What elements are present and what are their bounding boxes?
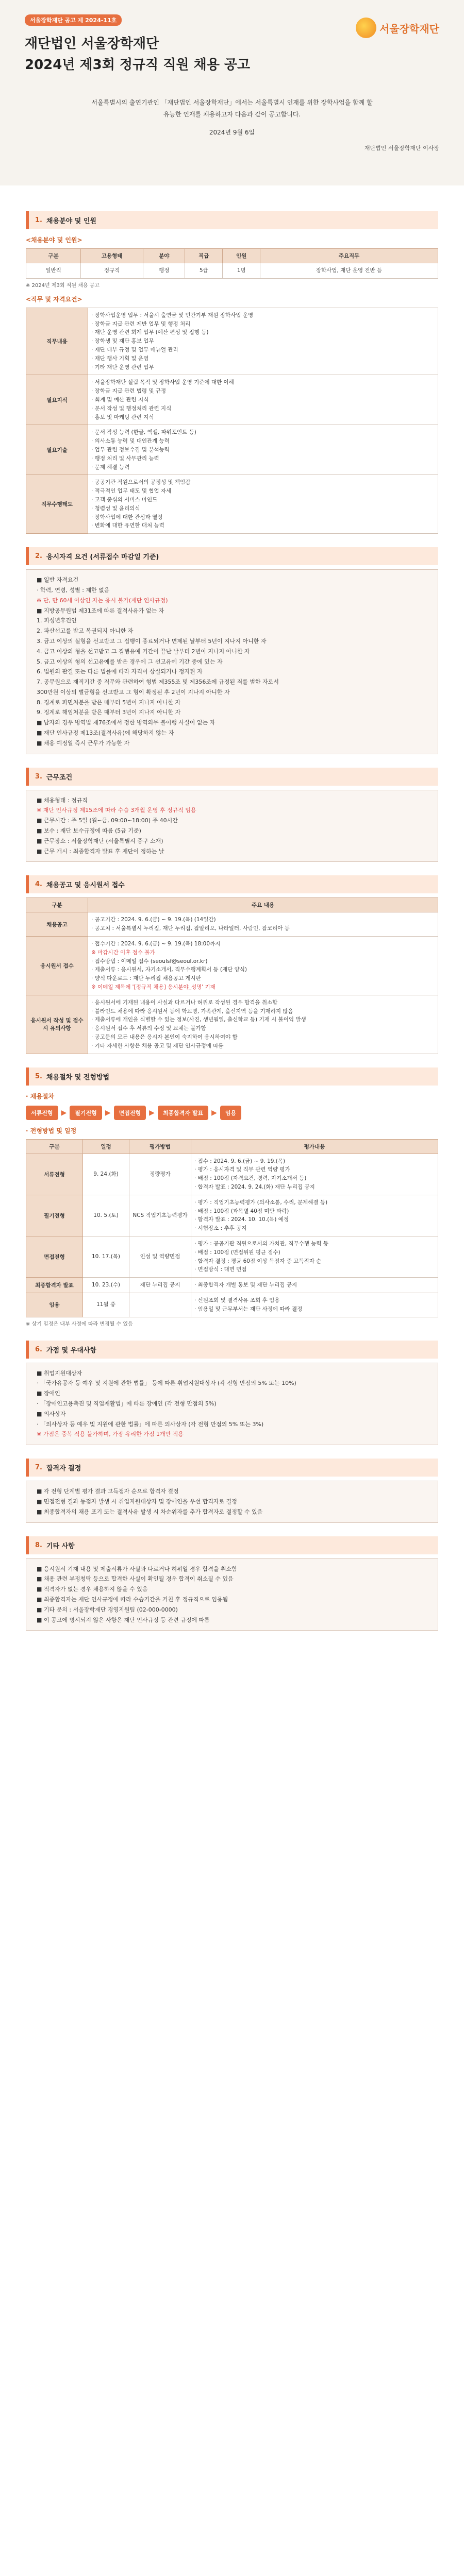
work-conditions-list [26, 790, 438, 862]
table-cell: 11월 중 [83, 1293, 129, 1317]
process-flow [26, 1106, 438, 1120]
row-header: 면접전형 [26, 1236, 83, 1277]
text-line: ■ 근무 개시 : 최종합격자 발표 후 재단이 정하는 날 [37, 848, 164, 855]
text-line: ■ 보수 : 재단 보수규정에 따름 (5급 기준) [37, 827, 141, 835]
job-requirements-table [26, 308, 438, 534]
cell-line: · 합격자 발표 : 2024. 9. 24.(화) 재단 누리집 공지 [194, 1184, 315, 1190]
section-1b-sub: <직무 및 자격요건> [26, 295, 82, 303]
cell-line: · 신원조회 및 결격사유 조회 후 임용 [194, 1297, 280, 1303]
text-line: ■ 취업지원대상자 [37, 1369, 82, 1377]
cell-line: · 기타 재단 운영 관련 업무 [91, 364, 154, 370]
content [0, 185, 464, 1643]
section-number: 5. [35, 1072, 42, 1080]
table-cell [191, 1236, 438, 1277]
row-header: 채용공고 [26, 912, 88, 937]
section-5-sub1: · 채용절차 [26, 1092, 55, 1100]
text-line: · 「장애인고용촉진 및 직업재활법」에 따른 장애인 (각 전형 만점의 5%) [37, 1400, 217, 1407]
text-line: ■ 기타 문의 : 서울장학재단 경영지원팀 (02-000-0000) [37, 1606, 178, 1613]
row-header: 서류전형 [26, 1154, 83, 1195]
text-line: ■ 채용형태 : 정규직 [37, 796, 88, 804]
positions-table [26, 248, 438, 279]
cell-line: ※ 이메일 제목에 '[정규직 채용] 응시분야_성명' 기재 [91, 984, 216, 991]
table-cell: 정규직 [81, 263, 143, 279]
table-cell: 행정 [143, 263, 185, 279]
cell-line: ※ 마감시간 이후 접수 불가 [91, 949, 155, 956]
intro-line-1: 서울특별시의 출연기관인 「재단법인 서울장학재단」에서는 서울특별시 인재를 위한 장학사업을 함께 할 [91, 99, 373, 106]
cell-line: · 문서 작성 및 행정처리 관련 지식 [91, 405, 172, 412]
cell-line: · 변화에 대한 유연한 대처 능력 [91, 522, 164, 529]
cell-line: · 재단 내부 규정 및 업무 매뉴얼 관리 [91, 346, 178, 353]
section-number: 8. [35, 1541, 42, 1549]
table-cell [88, 475, 438, 534]
row-header: 필요지식 [26, 375, 88, 425]
text-line: ■ 각 전형 단계별 평가 결과 고득점자 순으로 합격자 결정 [37, 1488, 179, 1495]
announce-date: 2024년 9월 6일 [209, 128, 255, 136]
text-line: · 「국가유공자 등 예우 및 지원에 관한 법률」 등에 따른 취업지원대상자 (각 전형 만점의 5% 또는 10%) [37, 1380, 296, 1387]
logo [356, 18, 439, 38]
table-cell: 재단 누리집 공지 [129, 1278, 191, 1293]
table-header-cell: 분야 [143, 249, 185, 263]
text-line: ■ 남자의 경우 병역법 제76조에서 정한 병역의무 불이행 사실이 없는 자 [37, 719, 216, 726]
section-number: 7. [35, 1464, 42, 1472]
announce-org: 재단법인 서울장학재단 이사장 [364, 144, 439, 151]
table-cell [191, 1293, 438, 1317]
table-row [26, 937, 438, 995]
text-line: ■ 이 공고에 명시되지 않은 사항은 재단 인사규정 등 관련 규정에 따름 [37, 1616, 210, 1623]
row-header: 임용 [26, 1293, 83, 1317]
section-5-header [26, 1067, 438, 1086]
arrow-right-icon: ▶ [211, 1108, 217, 1117]
table-cell [191, 1154, 438, 1195]
section-6-header [26, 1341, 438, 1359]
text-line: ■ 최종합격자의 채용 포기 또는 결격사유 발생 시 차순위자를 추가 합격자로 결정할 수 있음 [37, 1508, 263, 1515]
section-4-header [26, 875, 438, 893]
cell-line: · 공고처 : 서울특별시 누리집, 재단 누리집, 잡알리오, 나라일터, 사람인, 잡코리아 등 [91, 925, 290, 932]
cell-line: · 공고문의 모든 내용은 응시자 본인이 숙지하여 응시하여야 함 [91, 1034, 238, 1041]
table-header-cell: 일정 [83, 1139, 129, 1154]
text-line: ■ 적격자가 없는 경우 채용하지 않을 수 있음 [37, 1586, 148, 1593]
table-cell: 10. 17.(목) [83, 1236, 129, 1277]
cell-line: · 청렴성 및 윤리의식 [91, 505, 140, 512]
row-header: 최종합격자 발표 [26, 1278, 83, 1293]
cell-line: · 고객 중심의 서비스 마인드 [91, 496, 158, 503]
text-line: 4. 금고 이상의 형을 선고받고 그 집행유예 기간이 끝난 날부터 2년이 지나지 아니한 자 [37, 648, 250, 655]
table-header-cell: 구분 [26, 249, 81, 263]
table-header-cell: 인원 [223, 249, 260, 263]
section-title: 가점 및 우대사항 [46, 1346, 96, 1354]
arrow-right-icon: ▶ [149, 1108, 155, 1117]
cell-line: · 응시원서에 기재된 내용이 사실과 다르거나 허위로 작성된 경우 합격을 취소함 [91, 999, 278, 1006]
section-number: 3. [35, 772, 42, 781]
cell-line: · 면접방식 : 대면 면접 [194, 1266, 247, 1273]
decision-list [26, 1481, 438, 1522]
cell-line: · 합격자 결정 : 평균 60점 이상 득점자 중 고득점자 순 [194, 1258, 322, 1264]
section-8-header [26, 1536, 438, 1554]
table-header-cell: 구분 [26, 898, 88, 912]
section-1-sub: <채용분야 및 인원> [26, 236, 82, 244]
cell-line: · 공고기간 : 2024. 9. 6.(금) ~ 9. 19.(목) (14일간) [91, 917, 216, 923]
table-header-cell: 평가내용 [191, 1139, 438, 1154]
text-line: ■ 지방공무원법 제31조에 따른 결격사유가 없는 자 [37, 607, 164, 614]
row-header: 직무내용 [26, 308, 88, 375]
table-cell: 일반직 [26, 263, 81, 279]
table-cell: 10. 23.(수) [83, 1278, 129, 1293]
cell-line: · 재단 운영 관련 회계 업무 (예산 편성 및 집행 등) [91, 329, 209, 336]
table-row [26, 1195, 438, 1236]
org-title: 재단법인 서울장학재단 [25, 36, 159, 52]
table-header-cell: 주요직무 [260, 249, 438, 263]
cell-line: · 최종합격자 개별 통보 및 재단 누리집 공지 [194, 1282, 297, 1289]
row-header: 직무수행태도 [26, 475, 88, 534]
table-row [26, 263, 438, 279]
text-line: 1. 피성년후견인 [37, 617, 77, 624]
table-row [26, 1293, 438, 1317]
table-cell [191, 1195, 438, 1236]
table-cell: 1명 [223, 263, 260, 279]
logo-text: 서울장학재단 [379, 22, 439, 35]
application-table [26, 897, 438, 1054]
section-7-header [26, 1459, 438, 1477]
cell-line: · 평가 : 공공기관 직원으로서의 가치관, 직무수행 능력 등 [194, 1240, 329, 1247]
section-number: 4. [35, 880, 42, 889]
text-line: ※ 단, 만 60세 이상인 자는 응시 불가(재단 인사규정) [37, 597, 168, 604]
text-line: ※ 가점은 중복 적용 불가하며, 가장 유리한 가점 1개만 적용 [37, 1431, 184, 1438]
table-cell [88, 937, 438, 995]
section-title: 채용절차 및 전형방법 [46, 1073, 110, 1081]
text-line: 300만원 이상의 벌금형을 선고받고 그 형이 확정된 후 2년이 지나지 아니한 자 [37, 688, 230, 696]
text-line: ■ 채용 예정일 즉시 근무가 가능한 자 [37, 739, 130, 747]
section-title: 근무조건 [46, 773, 73, 782]
arrow-right-icon: ▶ [61, 1108, 67, 1117]
table-row [26, 995, 438, 1054]
text-line: ■ 근무시간 : 주 5일 (월~금, 09:00~18:00) 주 40시간 [37, 817, 178, 824]
cell-line: · 임용일 및 근무부서는 재단 사정에 따라 결정 [194, 1306, 303, 1312]
process-step: 최종합격자 발표 [158, 1106, 208, 1120]
cell-line: · 공공기관 직원으로서의 공정성 및 책임감 [91, 479, 191, 486]
table-header-cell: 직급 [185, 249, 223, 263]
section-5-note: ※ 상기 일정은 내부 사정에 따라 변경될 수 있음 [26, 1321, 133, 1327]
table-header-cell: 주요 내용 [88, 898, 438, 912]
text-line: ■ 의사상자 [37, 1410, 66, 1417]
table-cell: 9. 24.(화) [83, 1154, 129, 1195]
hero-header [0, 0, 464, 185]
table-row [26, 475, 438, 534]
process-step: 필기전형 [70, 1106, 102, 1120]
row-header: 필기전형 [26, 1195, 83, 1236]
section-title: 채용공고 및 응시원서 접수 [46, 882, 125, 890]
text-line: ■ 채용 관련 부정청탁 등으로 합격한 사실이 확인될 경우 합격이 취소될 수 있음 [37, 1575, 234, 1583]
cell-line: · 의사소통 능력 및 대인관계 능력 [91, 438, 170, 445]
logo-mark-icon [356, 18, 376, 38]
text-line: ■ 면접전형 결과 동점자 발생 시 취업지원대상자 및 장애인을 우선 합격자로 결정 [37, 1498, 237, 1505]
cell-line: · 접수 : 2024. 9. 6.(금) ~ 9. 19.(목) [194, 1158, 286, 1164]
row-header: 필요기술 [26, 425, 88, 475]
cell-line: · 배점 : 100점 (과목별 40점 미만 과락) [194, 1208, 289, 1214]
table-row [26, 1278, 438, 1293]
table-cell [88, 308, 438, 375]
table-row [26, 425, 438, 475]
cell-line: · 행정 처리 및 사무관리 능력 [91, 455, 159, 462]
cell-line: · 접수기간 : 2024. 9. 6.(금) ~ 9. 19.(목) 18:00까지 [91, 941, 221, 947]
table-cell: 5급 [185, 263, 223, 279]
section-title: 채용분야 및 인원 [46, 217, 96, 225]
table-cell: NCS 직업기초능력평가 [129, 1195, 191, 1236]
bonus-list [26, 1363, 438, 1446]
table-cell [88, 375, 438, 425]
cell-line: · 재단 행사 기획 및 운영 [91, 355, 149, 362]
cell-line: · 문서 작성 능력 (한글, 엑셀, 파워포인트 등) [91, 429, 196, 436]
text-line: 3. 금고 이상의 실형을 선고받고 그 집행이 종료되거나 면제된 날부터 5년이 지나지 아니한 자 [37, 637, 267, 645]
cell-line: · 홍보 및 마케팅 관련 지식 [91, 414, 154, 420]
text-line: ■ 재단 인사규정 제13조(결격사유)에 해당하지 않는 자 [37, 730, 174, 737]
text-line: · 「의사상자 등 예우 및 지원에 관한 법률」에 따른 의사상자 (각 전형 만점의 5% 또는 3%) [37, 1420, 264, 1428]
cell-line: · 배점 : 100점 (면접위원 평균 점수) [194, 1249, 280, 1256]
text-line: 6. 법원의 판결 또는 다른 법률에 따라 자격이 상실되거나 정지된 자 [37, 668, 203, 675]
table-cell: 인성 및 역량면접 [129, 1236, 191, 1277]
table-row [26, 1154, 438, 1195]
cell-line: · 장학금 지급 관련 법령 및 규정 [91, 388, 167, 395]
text-line: ※ 재단 인사규정 제15조에 따라 수습 3개월 운영 후 정규직 임용 [37, 807, 196, 814]
cell-line: · 제출서류에 개인을 식별할 수 있는 정보(사진, 생년월일, 출신학교 등) 기재 시 불이익 발생 [91, 1016, 306, 1023]
table-cell: 장학사업, 재단 운영 전반 등 [260, 263, 438, 279]
cell-line: · 응시원서 접수 후 서류의 수정 및 교체는 불가함 [91, 1025, 206, 1032]
row-header: 응시원서 접수 [26, 937, 88, 995]
text-line: 5. 금고 이상의 형의 선고유예를 받은 경우에 그 선고유예 기간 중에 있는 자 [37, 658, 223, 665]
table-cell [88, 425, 438, 475]
cell-line: · 양식 다운로드 : 재단 누리집 채용공고 게시판 [91, 975, 201, 982]
section-3-header [26, 768, 438, 786]
table-cell [129, 1293, 191, 1317]
table-row [26, 375, 438, 425]
table-header-cell: 평가방법 [129, 1139, 191, 1154]
cell-line: · 평가 : 직업기초능력평가 (의사소통, 수리, 문제해결 등) [194, 1199, 328, 1206]
text-line: · 학력, 연령, 성별 : 제한 없음 [37, 586, 110, 594]
text-line: 2. 파산선고를 받고 복권되지 아니한 자 [37, 628, 134, 635]
process-step: 임용 [220, 1106, 241, 1120]
table-header-cell: 구분 [26, 1139, 83, 1154]
process-step: 서류전형 [26, 1106, 58, 1120]
section-number: 2. [35, 552, 42, 561]
cell-line: · 시험장소 : 추후 공지 [194, 1225, 247, 1232]
text-line: 7. 공무원으로 재직기간 중 직무와 관련하여 형법 제355조 및 제356조에 규정된 죄를 범한 자로서 [37, 679, 279, 686]
cell-line: · 장학사업에 대한 관심과 열정 [91, 514, 163, 520]
cell-line: · 회계 및 예산 관련 지식 [91, 396, 149, 403]
cell-line: · 블라인드 채용에 따라 응시원서 등에 학교명, 가족관계, 출신지역 등을 기재하지 않음 [91, 1008, 293, 1014]
row-header: 응시원서 작성 및 접수 시 유의사항 [26, 995, 88, 1054]
section-title: 응시자격 요건 (서류접수 마감일 기준) [46, 553, 159, 562]
intro-text [25, 97, 439, 121]
eligibility-list [26, 569, 438, 754]
cell-line: · 기타 자세한 사항은 채용 공고 및 재단 인사규정에 따름 [91, 1042, 224, 1049]
cell-line: · 평가 : 응시자격 및 직무 관련 역량 평가 [194, 1166, 290, 1173]
text-line: ■ 최종합격자는 재단 인사규정에 따라 수습기간을 거친 후 정규직으로 임용됨 [37, 1596, 228, 1603]
arrow-right-icon: ▶ [105, 1108, 111, 1117]
cell-line: · 제출서류 : 응시원서, 자기소개서, 직무수행계획서 등 (재단 양식) [91, 967, 247, 973]
section-1-note: ※ 2024년 제3회 직원 채용 공고 [26, 282, 100, 289]
table-cell: 10. 5.(토) [83, 1195, 129, 1236]
misc-list [26, 1558, 438, 1631]
text-line: ■ 응시원서 기재 내용 및 제출서류가 사실과 다르거나 허위일 경우 합격을 취소함 [37, 1565, 237, 1572]
table-cell [88, 995, 438, 1054]
table-row [26, 308, 438, 375]
section-title: 기타 사항 [46, 1542, 75, 1550]
cell-line: · 서울장학재단 설립 목적 및 장학사업 운영 기준에 대한 이해 [91, 379, 234, 386]
section-5-sub2: · 전형방법 및 일정 [26, 1127, 77, 1134]
section-number: 6. [35, 1345, 42, 1353]
table-row [26, 1236, 438, 1277]
table-header-cell: 고용형태 [81, 249, 143, 263]
schedule-table [26, 1139, 438, 1317]
cell-line: · 문제 해결 능력 [91, 464, 130, 470]
page-title: 2024년 제3회 정규직 직원 채용 공고 [25, 57, 251, 73]
table-cell [191, 1278, 438, 1293]
cell-line: · 합격자 발표 : 2024. 10. 10.(목) 예정 [194, 1216, 289, 1223]
section-1-header [26, 211, 438, 229]
cell-line: · 장학사업운영 업무 : 서울시 출연금 및 민간기부 재원 장학사업 운영 [91, 312, 254, 318]
section-title: 합격자 결정 [46, 1465, 81, 1473]
cell-line: · 장학금 지급 관련 제반 업무 및 행정 처리 [91, 320, 191, 327]
announcement-tag: 서울장학재단 공고 제 2024-11호 [25, 14, 122, 26]
cell-line: · 장학생 및 재단 홍보 업무 [91, 338, 154, 345]
text-line: 9. 징계로 해임처분을 받은 때부터 3년이 지나지 아니한 자 [37, 709, 181, 716]
cell-line: · 배점 : 100점 (자격요건, 경력, 자기소개서 등) [194, 1175, 307, 1182]
section-2-header [26, 547, 438, 565]
text-line: ■ 일반 자격요건 [37, 577, 79, 584]
intro-line-2: 유능한 인재를 채용하고자 다음과 같이 공고합니다. [163, 110, 301, 118]
table-cell [88, 912, 438, 937]
table-row [26, 912, 438, 937]
table-cell: 정량평가 [129, 1154, 191, 1195]
cell-line: · 적극적인 업무 태도 및 협업 자세 [91, 488, 172, 495]
text-line: ■ 장애인 [37, 1390, 60, 1397]
section-number: 1. [35, 216, 42, 224]
text-line: 8. 징계로 파면처분을 받은 때부터 5년이 지나지 아니한 자 [37, 699, 181, 706]
text-line: ■ 근무장소 : 서울장학재단 (서울특별시 중구 소재) [37, 837, 163, 844]
process-step: 면접전형 [114, 1106, 146, 1120]
cell-line: · 업무 관련 정보수집 및 분석능력 [91, 446, 170, 453]
cell-line: · 접수방법 : 이메일 접수 (seoulsf@seoul.or.kr) [91, 958, 208, 964]
